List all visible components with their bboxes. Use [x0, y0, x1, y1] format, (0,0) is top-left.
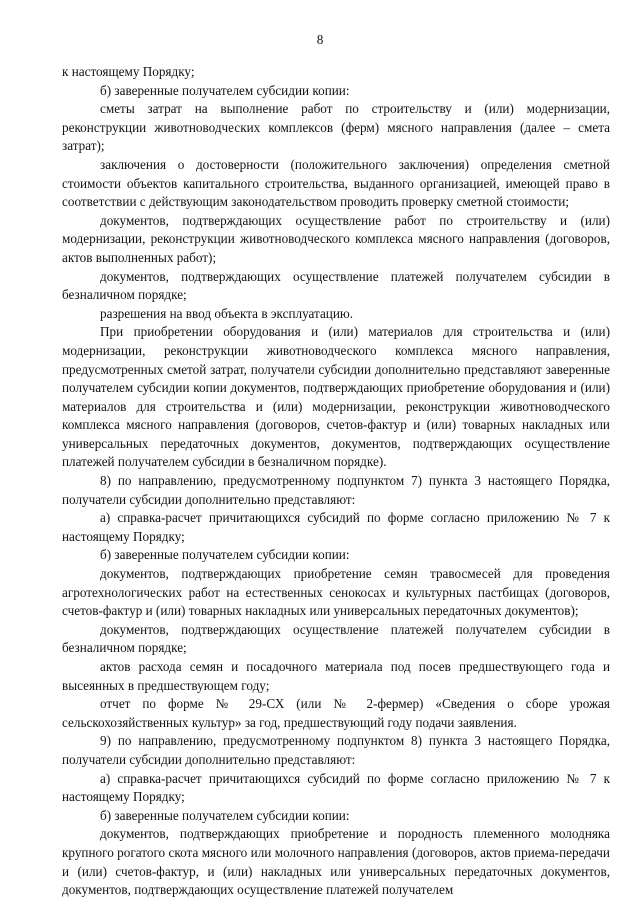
document-body: [62, 63, 610, 900]
paragraph: а) справка-расчет причитающихся субсидий по форме согласно приложению № 7 к настоящему Порядку;: [62, 510, 610, 544]
paragraph: актов расхода семян и посадочного материала под посев предшествующего года и высеянных в предшествующем году;: [62, 659, 610, 693]
paragraph: документов, подтверждающих приобретение семян травосмесей для проведения агротехнологических работ на естественных сенокосах и культурных пастбищах (договоров, счетов-фактур и (или) товарных накладных или универсальных передаточных документов);: [62, 566, 610, 619]
paragraph: документов, подтверждающих осуществление работ по строительству и (или) модернизации, реконструкции животноводческого комплекса мясного направления (договоров, актов выполненных работ);: [62, 212, 610, 265]
paragraph: документов, подтверждающих приобретение и породность племенного молодняка крупного рогатого скота мясного или молочного направления (договоров, актов приема-передачи и (или) счетов-фактур, и (или) накладных или универсальных передаточных документов, документов, подтверждающих осуществление платежей получателем: [62, 826, 610, 898]
paragraph: а) справка-расчет причитающихся субсидий по форме согласно приложению № 7 к настоящему Порядку;: [62, 770, 610, 805]
paragraph: разрешения на ввод объекта в эксплуатацию.: [100, 305, 354, 321]
paragraph: б) заверенные получателем субсидии копии:: [100, 82, 350, 98]
paragraph: При приобретении оборудования и (или) материалов для строительства и (или) модернизации, реконструкции животноводческого комплекса мясного направления, предусмотренных сметой затрат, получатели субсидии дополнительно представляют заверенные получателем субсидии копии документов, подтверждающих приобретение оборудования и (или) материалов для строительства и (или) модернизации, реконструкции животноводческого комплекса мясного направления (договоров, счетов-фактур и (или) товарных накладных или универсальных передаточных документов, документов, подтверждающих осуществление платежей получателем субсидии в безналичном порядке).: [62, 324, 610, 470]
paragraph: 9) по направлению, предусмотренному подпунктом 8) пункта 3 настоящего Порядка, получатели субсидии дополнительно представляют:: [62, 733, 610, 767]
paragraph: документов, подтверждающих осуществление платежей получателем субсидии в безналичном порядке;: [62, 621, 610, 656]
paragraph: 8) по направлению, предусмотренному подпунктом 7) пункта 3 настоящего Порядка, получатели субсидии дополнительно представляют:: [62, 473, 610, 507]
paragraph: сметы затрат на выполнение работ по строительству и (или) модернизации, реконструкции животноводческих комплексов (ферм) мясного направления (далее – смета затрат);: [62, 101, 610, 154]
paragraph: отчет по форме № 29-СХ (или № 2-фермер) «Сведения о сборе урожая сельскохозяйственных культур» за год, предшествующий году подачи заявления.: [62, 696, 610, 730]
paragraph: документов, подтверждающих осуществление платежей получателем субсидии в безналичном порядке;: [62, 268, 610, 303]
page-number: 8: [316, 32, 324, 47]
paragraph: б) заверенные получателем субсидии копии:: [100, 547, 350, 563]
paragraph: заключения о достоверности (положительного заключения) определения сметной стоимости объектов капитального строительства, выданного организацией, имеющей право в соответствии с действующим законодательством проводить проверку сметной стоимости;: [62, 156, 610, 210]
paragraph: б) заверенные получателем субсидии копии:: [100, 807, 350, 823]
paragraph: к настоящему Порядку;: [62, 64, 195, 79]
